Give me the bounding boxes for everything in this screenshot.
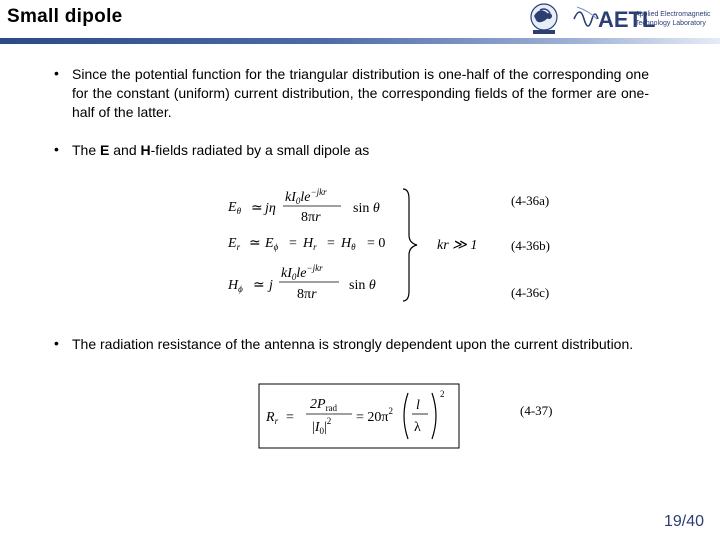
svg-text:Eϕ: $E_\phi$ [265, 236, 279, 252]
svg-text:=: = [289, 236, 297, 251]
svg-text:=: = [286, 410, 294, 425]
bullet-marker-3: • [54, 335, 59, 351]
svg-text:λ: λ [414, 420, 421, 435]
bullet2-e-field: E [100, 142, 110, 158]
aetl-subtitle-line2: Technology Laboratory [635, 20, 706, 27]
svg-text:|I0|2: $|I_0|^2$ [312, 416, 332, 436]
svg-text:= 0: = 0 [367, 236, 386, 251]
svg-text:Hr: $H_r$ [303, 236, 317, 252]
svg-text:2: 2 [440, 389, 445, 399]
svg-text:Eθ: $E_\theta$ [228, 200, 241, 216]
svg-text:= 20π2: = $20\pi^2$ [356, 406, 393, 425]
eq-label-4-36a: (4-36a) [511, 193, 550, 208]
bullet-text-1: Since the potential function for the triangular distribution is one-half of the corresponding one for the constant (uniform) current distribution, the corresponding fields of the former are one-half of the latter. [72, 66, 649, 120]
aetl-brand-text: AETL [598, 7, 656, 32]
field-equations-4-36 [225, 183, 565, 306]
bullet-marker-2: • [54, 141, 59, 157]
eq-label-4-36c: (4-36c) [511, 285, 550, 300]
svg-text:8πr: 8πr [301, 210, 321, 225]
svg-text:Rr: $R_r$ [266, 410, 279, 426]
condition-kr: kr ≫ 1 [437, 238, 478, 253]
svg-text:j: j [269, 278, 273, 293]
eq-label-4-36b: (4-36b) [511, 238, 550, 253]
svg-text:≃: ≃ [253, 278, 265, 293]
svg-text:Hθ: $H_\theta$ [341, 236, 356, 252]
bullet2-post: -fields radiated by a small dipole as [150, 142, 370, 158]
svg-text:l: l [416, 398, 420, 413]
header-divider-bar [0, 38, 720, 44]
svg-text:jη: jη [265, 201, 276, 216]
aetl-subtitle-line1: Applied Electromagnetic [635, 11, 711, 18]
svg-text:≃: ≃ [249, 236, 261, 251]
svg-text:Hϕ: $H_\phi$ [228, 278, 243, 294]
svg-text:sin θ: sin θ [353, 201, 380, 216]
svg-text:≃: ≃ [251, 201, 263, 216]
svg-text:kI0le−jkr: $kI_0le^{-jkr}$ [281, 263, 323, 282]
svg-text:=: = [327, 236, 335, 251]
eq-label-4-37: (4-37) [520, 403, 553, 418]
bullet2-pre: The [72, 142, 101, 158]
bullet-text-2 [72, 141, 372, 160]
aetl-subtitle [635, 10, 719, 28]
svg-text:sin θ: sin θ [349, 278, 376, 293]
bullet2-mid: and [109, 142, 141, 158]
bullet-text-3: The radiation resistance of the antenna is strongly dependent upon the current distribution. [72, 336, 634, 352]
page-number: 19/40 [664, 513, 705, 530]
bullet2-h-field: H [140, 142, 151, 158]
svg-text:kI0le−jkr: $kI_0le^{-jkr}$ [285, 187, 327, 206]
bullet-marker-1: • [54, 65, 59, 81]
svg-text:8πr: 8πr [297, 287, 317, 302]
svg-text:Er: $E_r$ [228, 236, 241, 252]
slide-title: Small dipole [7, 6, 123, 27]
lab-logo [520, 0, 720, 38]
svg-text:2Prad: $2P_{rad}$ [310, 397, 338, 413]
radiation-resistance-equation-4-37 [258, 383, 558, 449]
university-seal-icon [524, 2, 566, 36]
slide-header [0, 0, 720, 46]
